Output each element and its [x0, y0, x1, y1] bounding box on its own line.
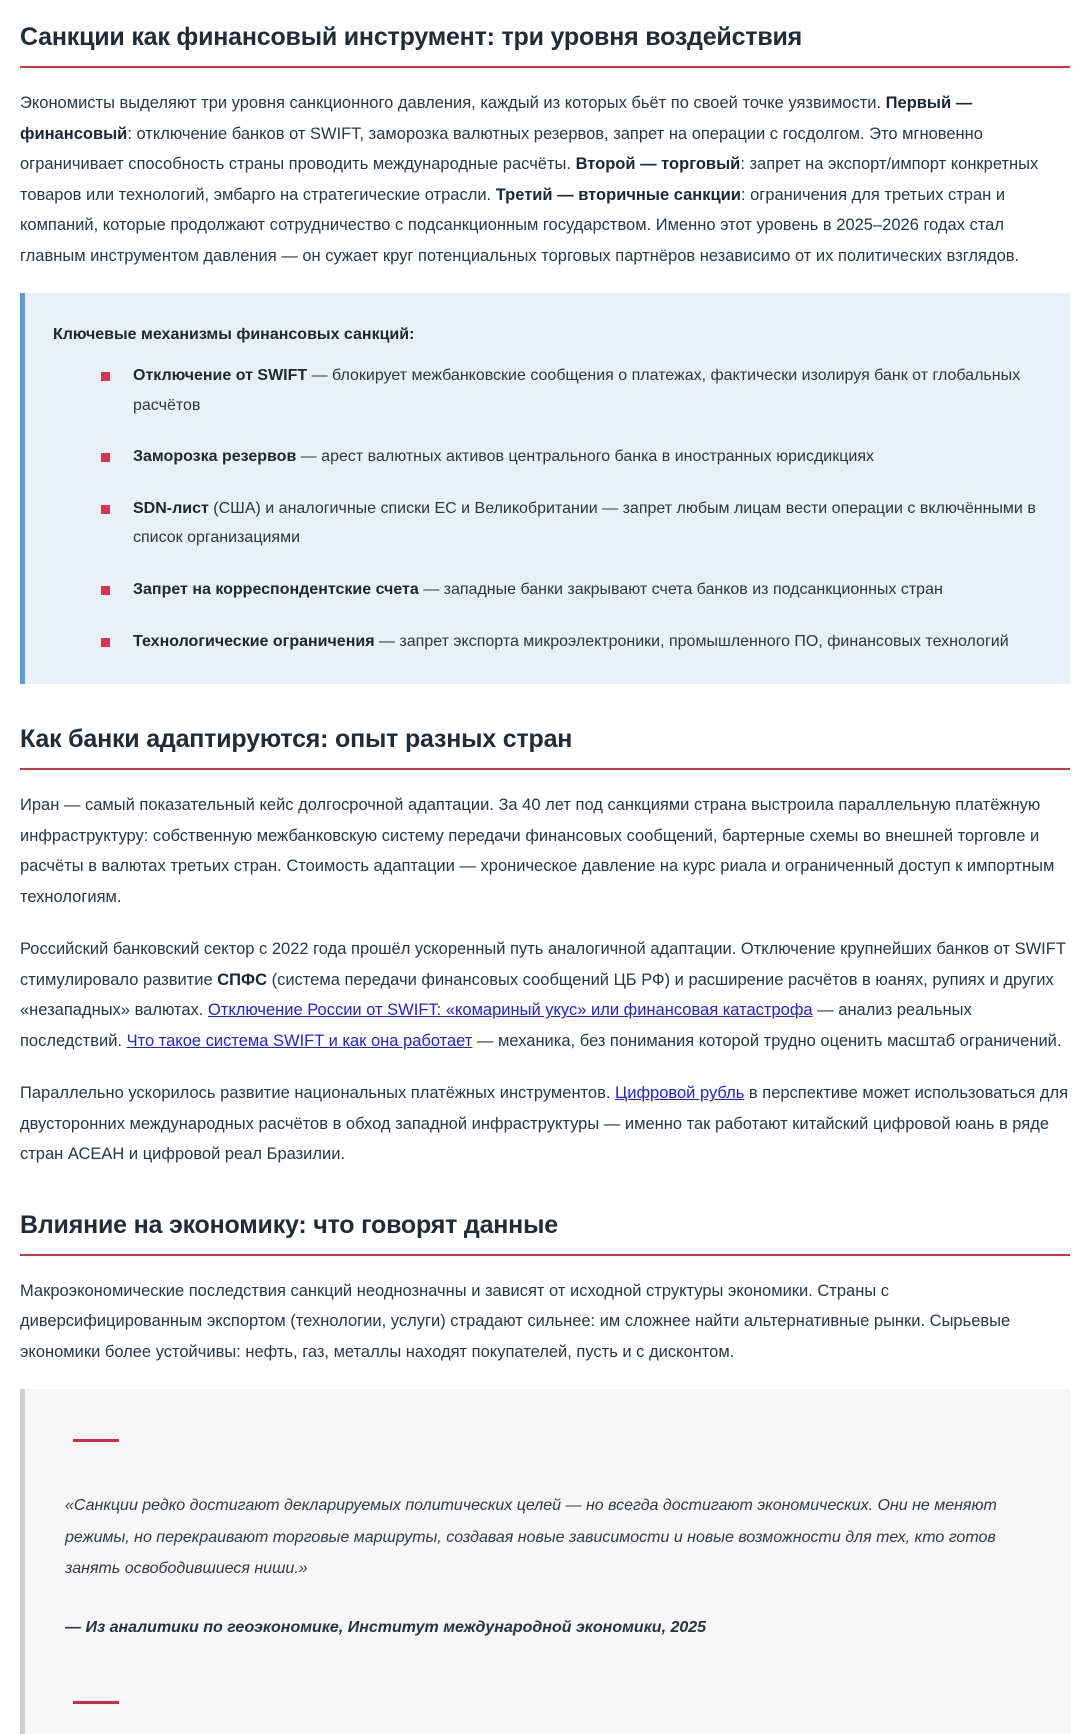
intro-text-4: : ограничения для третьих стран и компаний, которые продолжают сотрудничество с подсанкционным государством. Именно этот уровень в 2025–2026 годах стал главным инструментом давления — он сужает круг потенциальных торговых партнёров независимо от их политических взглядов. [20, 185, 1020, 265]
callout-list [53, 361, 1038, 656]
intro-bold-2: Второй — торговый [575, 155, 741, 174]
section-spacer [20, 684, 1070, 724]
callout-key-mechanisms [20, 293, 1070, 684]
list-item [101, 627, 1038, 657]
list-item-lead: Отключение от SWIFT [133, 367, 308, 385]
section-sanctions-instrument [20, 22, 1070, 684]
square-bullet-icon [101, 638, 110, 647]
section-bank-adaptation [20, 724, 1070, 1170]
square-bullet-icon [101, 453, 110, 462]
section-heading-impact: Влияние на экономику: что говорят данные [20, 1210, 558, 1239]
title-divider [20, 1254, 1070, 1256]
square-bullet-icon [101, 586, 110, 595]
list-item-lead: Заморозка резервов [133, 448, 297, 466]
list-item-lead: SDN-лист [133, 499, 209, 517]
digital-text-1: Параллельно ускорилось развитие национальных платёжных инструментов. [20, 1084, 616, 1103]
list-item [101, 442, 1038, 472]
list-item-lead: Запрет на корреспондентские счета [133, 581, 419, 599]
digital-text-2: в перспективе может использоваться для двусторонних международных расчётов в обход западной инфраструктуры — именно так работают китайский цифровой юань в ряде стран АСЕАН и цифровой реал Бразилии. [20, 1084, 1069, 1164]
section-heading-adaptation: Как банки адаптируются: опыт разных стран [20, 725, 573, 754]
russia-text-1: Российский банковский сектор с 2022 года прошёл ускоренный путь аналогичной адаптации. Отключение крупнейших банков от SWIFT стимулировало развитие [20, 940, 1066, 989]
adaptation-paragraph-iran: Иран — самый показательный кейс долгосрочной адаптации. За 40 лет под санкциями страна выстроила параллельную платёжную инфраструктуру: собственную межбанковскую систему передачи финансовых сообщений, бартерные схемы во внешней торговле и расчёты в валютах третьих стран. Стоимость адаптации — хроническое давление на курс риала и ограниченный доступ к импортным технологиям. [20, 796, 1055, 906]
intro-text-1: Экономисты выделяют три уровня санкционного давления, каждый из которых бьёт по своей точке уязвимости. [20, 94, 886, 112]
list-item-rest: — арест валютных активов центрального банка в иностранных юрисдикциях [296, 448, 874, 466]
page-title: Санкции как финансовый инструмент: три уровня воздействия [20, 23, 803, 51]
link-what-is-swift[interactable]: Что такое система SWIFT и как она работает [126, 1031, 473, 1050]
adaptation-paragraph-digital [20, 1078, 1070, 1170]
russia-text-2: (система передачи финансовых сообщений ЦБ РФ) и расширение расчётов в юанях, рупиях и других «незападных» валютах. [20, 970, 1054, 1020]
section-economy-impact [20, 1210, 1070, 1734]
intro-paragraph [20, 88, 1070, 271]
intro-text-3: : запрет на экспорт/импорт конкретных товаров или технологий, эмбарго на стратегические отрасли. [20, 155, 1039, 204]
link-digital-ruble[interactable]: Цифровой рубль [615, 1084, 745, 1103]
list-item-rest: (США) и аналогичные списки ЕС и Великобритании — запрет любым лицам вести операции с включёнными в список организациями [133, 499, 1036, 547]
impact-paragraph: Макроэкономические последствия санкций неоднозначны и зависят от исходной структуры экономики. Страны с диверсифицированным экспортом (технологии, услуги) страдают сильнее: им сложнее найти альтернативные рынки. Сырьевые экономики более устойчивы: нефть, газ, металлы находят покупателей, пусть и с дисконтом. [20, 1281, 1011, 1361]
square-bullet-icon [101, 505, 110, 514]
square-bullet-icon [101, 372, 110, 381]
quote-dash-bottom-icon [73, 1701, 119, 1704]
link-swift-disconnect[interactable]: Отключение России от SWIFT: «комариный укус» или финансовая катастрофа [207, 1001, 813, 1020]
title-divider [20, 768, 1070, 770]
list-item-rest: — западные банки закрывают счета банков из подсанкционных стран [418, 581, 943, 599]
intro-bold-3: Третий — вторичные санкции [495, 185, 741, 204]
callout-title: Ключевые механизмы финансовых санкций: [53, 326, 415, 344]
list-item [101, 575, 1038, 605]
blockquote-geoeconomics [20, 1389, 1070, 1734]
list-item [101, 361, 1038, 420]
intro-bold-1: Первый — финансовый [20, 94, 973, 143]
adaptation-paragraph-russia [20, 934, 1070, 1056]
title-divider [20, 66, 1070, 68]
list-item [101, 494, 1038, 553]
russia-text-4: — механика, без понимания которой трудно оценить масштаб ограничений. [472, 1031, 1062, 1050]
section-spacer [20, 1170, 1070, 1210]
list-item-rest: — блокирует межбанковские сообщения о платежах, фактически изолируя банк от глобальных расчётов [133, 367, 1021, 414]
list-item-lead: Технологические ограничения [133, 632, 375, 650]
intro-text-2: : отключение банков от SWIFT, заморозка валютных резервов, запрет на операции с госдолгом. Это мгновенно ограничивает способность страны проводить международные расчёты. [20, 124, 983, 174]
quote-text: «Санкции редко достигают декларируемых политических целей — но всегда достигают экономических. Они не меняют режимы, но перекраивают торговые маршруты, создавая новые зависимости и новые возможности для тех, кто готов занять освободившиеся ниши.» [65, 1497, 997, 1577]
list-item-rest: — запрет экспорта микроэлектроники, промышленного ПО, финансовых технологий [374, 632, 1009, 650]
quote-attribution: — Из аналитики по геоэкономике, Институт международной экономики, 2025 [65, 1619, 707, 1637]
russia-bold-spfs: СПФС [217, 970, 267, 989]
quote-dash-top-icon [73, 1439, 119, 1442]
russia-text-3: — анализ реальных последствий. [20, 1001, 972, 1050]
